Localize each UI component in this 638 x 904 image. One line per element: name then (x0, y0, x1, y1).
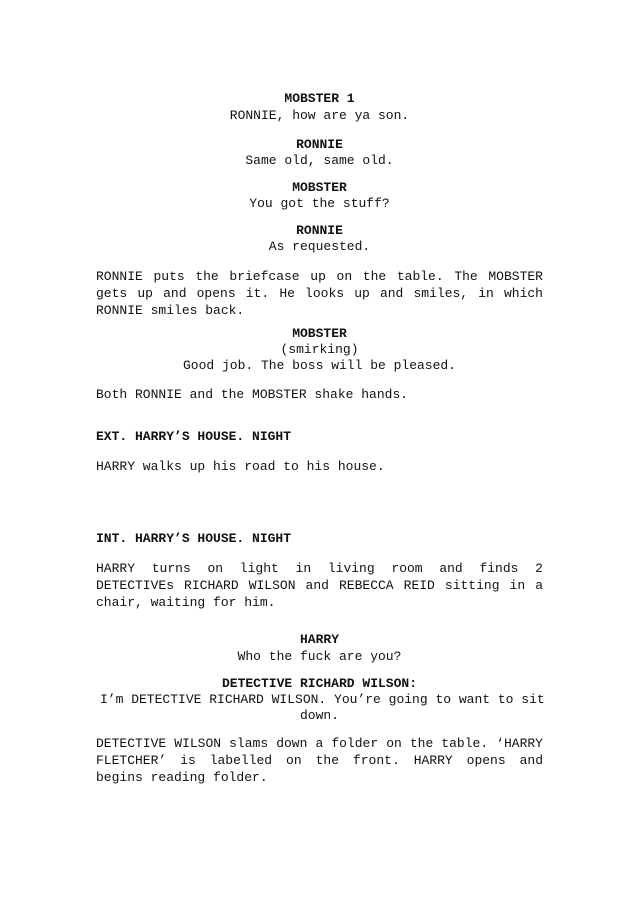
action-line: gets up and opens it. He looks up and smiles, in which (96, 286, 543, 301)
dialogue: Same old, same old. (245, 153, 394, 168)
dialogue: down. (299, 708, 339, 723)
action-paragraph (96, 268, 543, 319)
dialogue: Good job. The boss will be pleased. (182, 358, 457, 373)
action-line: DETECTIVEs RICHARD WILSON and REBECCA REID sitting in a (96, 578, 543, 593)
action-paragraph (96, 735, 543, 786)
dialogue: As requested. (268, 239, 371, 254)
character-cue: MOBSTER 1 (284, 91, 355, 106)
action-line: FLETCHER’ is labelled on the front. HARRY opens and (96, 753, 543, 768)
dialogue: You got the stuff? (249, 196, 390, 211)
dialogue: RONNIE, how are ya son. (229, 108, 410, 123)
scene-heading: INT. HARRY’S HOUSE. NIGHT (96, 531, 292, 546)
action-line: RONNIE puts the briefcase up on the table. The MOBSTER (96, 269, 543, 284)
action-line: chair, waiting for him. (96, 595, 276, 610)
character-cue: RONNIE (296, 137, 343, 152)
action-line: DETECTIVE WILSON slams down a folder on the table. ‘HARRY (96, 736, 543, 751)
dialogue: Who the fuck are you? (237, 649, 402, 664)
character-cue: MOBSTER (292, 180, 347, 195)
parenthetical: (smirking) (280, 342, 359, 357)
action-paragraph: Both RONNIE and the MOBSTER shake hands. (96, 387, 409, 402)
action-line: HARRY turns on light in living room and finds 2 (96, 561, 543, 576)
dialogue: I’m DETECTIVE RICHARD WILSON. You’re going to want to sit (100, 692, 545, 707)
action-paragraph (96, 560, 543, 611)
character-cue: RONNIE (296, 223, 343, 238)
action-line: RONNIE smiles back. (96, 303, 245, 318)
character-cue: DETECTIVE RICHARD WILSON: (221, 676, 418, 691)
character-cue: HARRY (299, 632, 339, 647)
action-paragraph: HARRY walks up his road to his house. (96, 459, 385, 474)
action-line: begins reading folder. (96, 770, 268, 785)
scene-heading: EXT. HARRY’S HOUSE. NIGHT (96, 429, 292, 444)
character-cue: MOBSTER (292, 326, 347, 341)
